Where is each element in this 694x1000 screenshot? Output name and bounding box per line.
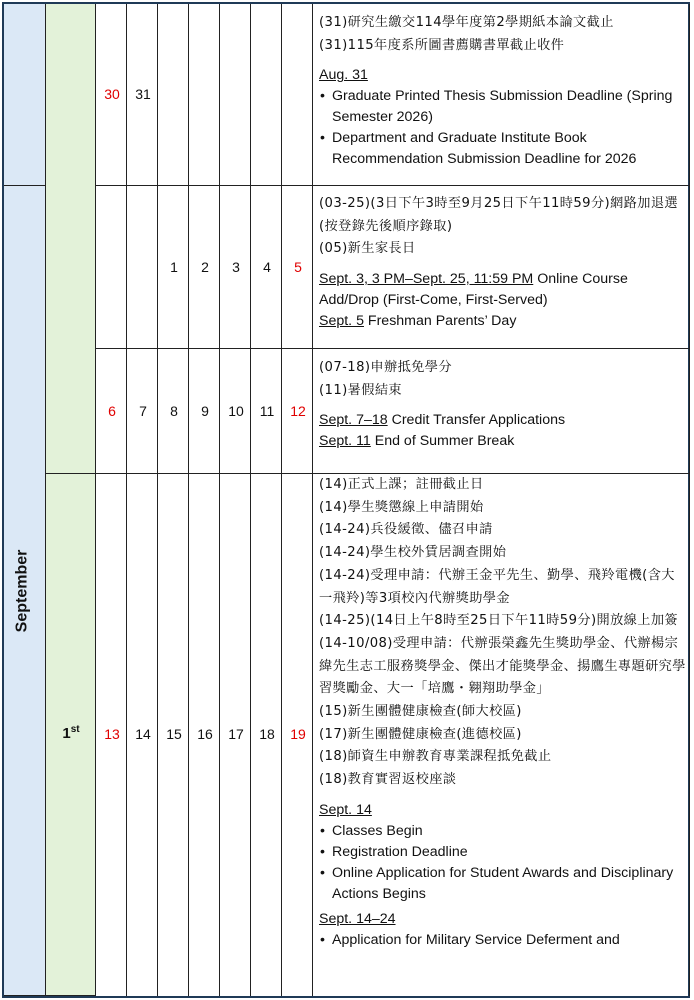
event-text: Online Course Add/Drop (First-Come, First-Served) xyxy=(319,271,628,309)
list-item: • Registration Deadline xyxy=(319,842,687,863)
day-number: 11 xyxy=(259,402,275,419)
zh-event: (07-18)申辦抵免學分 xyxy=(319,360,452,375)
day-number: 3 xyxy=(232,258,240,275)
events-sept-3 xyxy=(319,474,687,996)
zh-event: (14-25)(14日上午8時至25日下午11時59分)開放線上加簽 xyxy=(319,613,679,629)
day-cell xyxy=(127,186,158,349)
month-name: September xyxy=(13,549,31,633)
day-number: 16 xyxy=(197,726,213,742)
events-aug xyxy=(319,12,687,170)
day-cell xyxy=(158,4,189,186)
en-event xyxy=(319,311,687,332)
day-number: 19 xyxy=(290,726,306,742)
day-cell xyxy=(96,186,127,349)
zh-event: (15)新生團體健康檢查(師大校區) xyxy=(319,704,522,720)
date-heading: Sept. 3, 3 PM–Sept. 25, 11:59 PM xyxy=(319,271,534,288)
day-cell xyxy=(189,4,220,186)
day-number: 13 xyxy=(104,726,120,742)
day-number: 6 xyxy=(108,402,116,419)
month-cell-august xyxy=(4,4,46,186)
zh-event: (14)正式上課；註冊截止日 xyxy=(319,477,484,492)
en-event xyxy=(319,269,687,311)
day-number: 30 xyxy=(104,86,120,102)
day-number: 14 xyxy=(135,726,151,742)
day-number: 15 xyxy=(166,726,182,742)
day-cell xyxy=(282,4,313,186)
week-cell-prev xyxy=(46,4,96,474)
zh-event: (11)暑假結束 xyxy=(319,382,403,398)
events-sept-2 xyxy=(319,357,687,452)
date-heading: Sept. 5 xyxy=(319,313,364,330)
list-item: • Department and Graduate Institute Book Recommendation Submission Deadline for 2026 xyxy=(319,128,687,170)
day-number: 4 xyxy=(263,258,271,275)
zh-event: (14-24)受理申請：代辦王金平先生、勤學、飛羚電機(含大一飛羚)等3項校內代辦獎助學金 xyxy=(319,567,675,606)
event-text: Credit Transfer Applications xyxy=(387,412,566,429)
zh-event: (18)教育實習返校座談 xyxy=(319,772,457,788)
zh-event: (05)新生家長日 xyxy=(319,241,416,257)
list-item: • Classes Begin xyxy=(319,821,687,842)
events-sept-1 xyxy=(319,193,687,332)
date-heading: Sept. 14–24 xyxy=(319,910,396,927)
event-list xyxy=(319,930,687,951)
list-item: • Online Application for Student Awards and Disciplinary Actions Begins xyxy=(319,863,687,905)
day-number: 9 xyxy=(201,402,209,419)
event-list xyxy=(319,821,687,905)
day-number: 12 xyxy=(290,402,306,419)
zh-event: (31)115年度系所圖書薦購書單截止收件 xyxy=(319,37,565,53)
day-number: 2 xyxy=(201,258,209,275)
day-cell xyxy=(220,4,251,186)
en-event xyxy=(319,410,687,431)
zh-event: (14)學生獎懲線上申請開始 xyxy=(319,499,484,515)
list-item: • Graduate Printed Thesis Submission Deadline (Spring Semester 2026) xyxy=(319,86,687,128)
date-heading: Aug. 31 xyxy=(319,67,368,84)
zh-event: (31)研究生繳交114學年度第2學期紙本論文截止 xyxy=(319,15,614,30)
day-number: 5 xyxy=(294,258,302,275)
day-number: 17 xyxy=(228,726,244,742)
list-item: • Application for Military Service Deferment and xyxy=(319,930,687,951)
day-number: 7 xyxy=(139,402,147,419)
day-number: 10 xyxy=(228,402,244,419)
zh-event: (03-25)(3日下午3時至9月25日下午11時59分)網路加退選(按登錄先後順序錄取) xyxy=(319,196,679,234)
day-number: 8 xyxy=(170,402,178,419)
date-heading: Sept. 7–18 xyxy=(319,412,388,429)
zh-event: (14-24)兵役緩徵、儘召申請 xyxy=(319,522,493,538)
event-list xyxy=(319,86,687,170)
day-number: 31 xyxy=(135,86,151,102)
zh-event: (17)新生團體健康檢查(進德校區) xyxy=(319,726,522,742)
date-heading: Sept. 14 xyxy=(319,801,372,818)
week-label xyxy=(46,724,96,742)
zh-event: (14-24)學生校外賃居調查開始 xyxy=(319,545,507,561)
date-heading: Sept. 11 xyxy=(319,433,371,450)
day-number: 1 xyxy=(170,258,178,275)
event-text: Freshman Parents’ Day xyxy=(363,313,517,330)
week-suffix: st xyxy=(70,724,80,735)
month-label xyxy=(2,186,42,996)
day-cell xyxy=(251,4,282,186)
zh-event: (14-10/08)受理申請：代辦張榮鑫先生獎助學金、代辦楊宗緯先生志工服務獎學金、傑出才能獎學金、揚鷹生專題研究學習獎勵金、大一「培鷹・翱翔助學金」 xyxy=(319,635,686,697)
week-number: 1 xyxy=(62,725,71,742)
day-number: 18 xyxy=(259,726,275,742)
en-event xyxy=(319,431,687,452)
event-text: End of Summer Break xyxy=(370,433,515,450)
zh-event: (18)師資生申辦教育專業課程抵免截止 xyxy=(319,749,552,765)
